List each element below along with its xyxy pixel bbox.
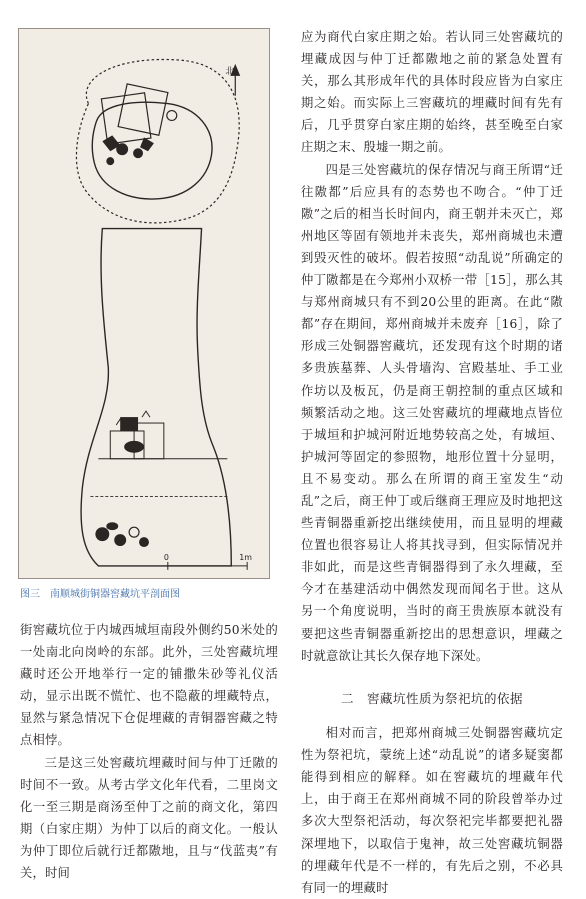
- north-arrow: [225, 64, 240, 96]
- right-column-lower: [301, 677, 563, 899]
- paragraph: 三是这三处窖藏坑埋藏时间与仲丁迁隞的时间不一致。从考古学文化年代看，二里岗文化一至三期是商汤至仲丁之前的商文化，第四期（白家庄期）为仲丁以后的商文化。一般认为仲丁即位后就行迁都隞地，且与“伐蓝夷”有关，时间: [20, 755, 278, 881]
- north-label: 北: [225, 66, 235, 77]
- paragraph: 街窖藏坑位于内城西城垣南段外侧约50米处的一处南北向岗岭的东部。此外，三处窖藏坑埋藏时还公开地举行一定的铺撒朱砂等礼仪活动，显示出既不慌忙、也不隐蔽的埋藏特点，显然与紧急情况下仓促埋藏的青铜器窖藏之特点相悖。: [20, 623, 278, 748]
- scale-one: 1m: [239, 552, 253, 562]
- lower-vessel-group: [95, 522, 149, 547]
- scale-bar: [164, 553, 252, 570]
- pit-plan-section-drawing: [19, 29, 269, 578]
- scale-zero: 0: [163, 552, 169, 562]
- upper-vessel-group: [110, 411, 164, 459]
- paragraph: 四是三处窖藏坑的保存情况与商王所谓“迁往隞都”后应具有的态势也不吻合。“仲丁迁隞”之后的相当长时间内，商王朝并未灭亡，郑州地区等固有领地并未丧失，郑州商城也未遭到毁灭性的破坏。假若按照“动乱说”所确定的仲丁隞都是在今郑州小双桥一带［15］，那么其与郑州商城只有不到20公里的距离。在此“隞都”存在期间，郑州商城并未废弃［16］，除了形成三处铜器窖藏坑，还发现有这个时期的诸多贵族墓葬、人头骨墙沟、宫殿基址、手工业作坊以及板瓦，仍是商王朝控制的重点区域和频繁活动之地。这三处窖藏坑的埋藏地点皆位于城垣和护城河附近地势较高之处，有城垣、护城河等固定的参照物，地形位置十分显明，且不易变动。那么在所谓的商王室发生“动乱”之后，商王仲丁或后继商王理应及时地把这些青铜器重新挖出继续使用，而且显明的埋藏位置也很容易让人将其找寻到，但实际情况并非如此，而是这些青铜器得到了永久埋藏，至今才在基建活动中偶然发现而闻名于世。这从另一个角度说明，当时的商王贵族原本就没有要把这些青铜器重新挖出的思想意识，埋藏之时就意欲让其长久保存地下深处。: [301, 162, 563, 663]
- figure-caption: 图三 南顺城街铜器窖藏坑平剖面图: [20, 589, 180, 600]
- paragraph: 应为商代白家庄期之始。若认同三处窖藏坑的埋藏成因与仲丁迁都隞地之前的紧急处置有关，那么其形成年代的具体时段应皆为白家庄期之始。而实际上三窖藏坑的埋藏时间有先有后，几乎贯穿白家庄期的始终，甚至晚至白家庄期之末、殷墟一期之前。: [301, 30, 563, 155]
- shaft-section-outline: [81, 229, 231, 566]
- section-heading: 二 窖藏坑性质为祭祀坑的依据: [340, 691, 523, 706]
- figure-plan-section: [18, 28, 270, 579]
- right-column: [301, 26, 563, 667]
- left-column: [20, 619, 278, 884]
- paragraph: 相对而言，把郑州商城三处铜器窖藏坑定性为祭祀坑，蒙统上述“动乱说”的诸多疑窦都能得到相应的解释。如在窖藏坑的埋藏年代上，由于商王在郑州商城不同的阶段曾举办过多次大型祭祀活动，每次祭祀完毕都要把礼器深埋地下，以取信于鬼神，故三处窖藏坑铜器的埋藏年代是不一样的，有先后之别，不必具有同一的埋藏时: [301, 726, 563, 895]
